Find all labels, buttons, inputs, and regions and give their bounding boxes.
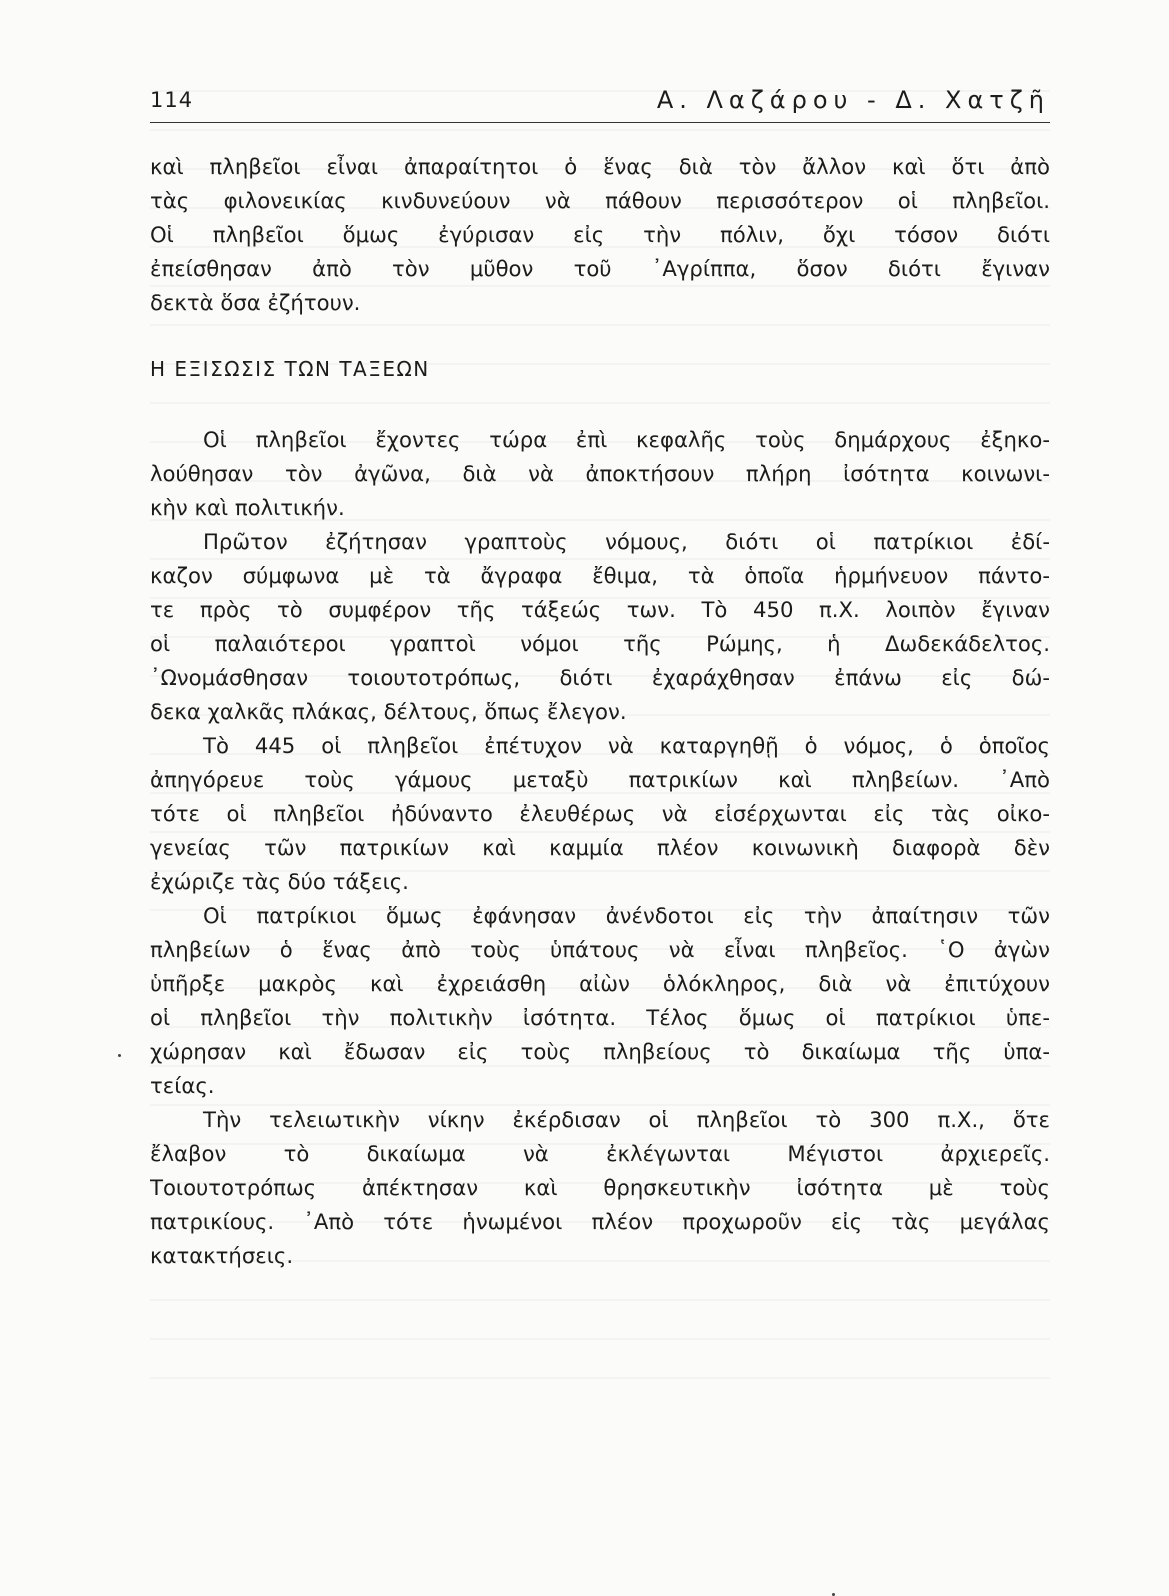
text-line: τε πρὸς τὸ συμφέρον τῆς τάξεώς των. Τὸ 450 π.Χ. λοιπὸν ἔγιναν (150, 597, 1050, 622)
text-line: κὴν καὶ πολιτικήν. (150, 495, 345, 520)
text-line: πατρικίους. ᾿Απὸ τότε ἡνωμένοι πλέον προχωροῦν εἰς τὰς μεγάλας (150, 1209, 1050, 1234)
text-line: Οἱ πληβεῖοι ὅμως ἐγύρισαν εἰς τὴν πόλιν, ὄχι τόσον διότι (150, 222, 1050, 247)
text-line: Οἱ πατρίκιοι ὅμως ἐφάνησαν ἀνένδοτοι εἰς τὴν ἀπαίτησιν τῶν (203, 903, 1050, 928)
text-line: δεκα χαλκᾶς πλάκας, δέλτους, ὅπως ἔλεγον. (150, 699, 627, 724)
intro-paragraph (150, 150, 1050, 320)
text-line: ἐχώριζε τὰς δύο τάξεις. (150, 869, 409, 894)
text-line: καὶ πληβεῖοι εἶναι ἀπαραίτητοι ὁ ἕνας διὰ τὸν ἄλλον καὶ ὅτι ἀπὸ (150, 154, 1050, 179)
text-line: πληβείων ὁ ἕνας ἀπὸ τοὺς ὑπάτους νὰ εἶναι πληβεῖος. ῾Ο ἀγὼν (150, 937, 1050, 962)
text-line: Τὸ 445 οἱ πληβεῖοι ἐπέτυχον νὰ καταργηθῇ ὁ νόμος, ὁ ὁποῖος (203, 733, 1050, 758)
running-head: Α. Λαζάρου - Δ. Χατζῆ (656, 86, 1050, 114)
text-line: καζον σύμφωνα μὲ τὰ ἄγραφα ἔθιμα, τὰ ὁποῖα ἡρμήνευον πάντο- (150, 563, 1050, 588)
text-line: τείας. (150, 1073, 215, 1098)
text-line: λούθησαν τὸν ἀγῶνα, διὰ νὰ ἀποκτήσουν πλήρη ἰσότητα κοινωνι- (150, 461, 1050, 486)
text-line: ᾿Ωνομάσθησαν τοιουτοτρόπως, διότι ἐχαράχθησαν ἐπάνω εἰς δώ- (150, 665, 1050, 690)
text-line: Οἱ πληβεῖοι ἔχοντες τώρα ἐπὶ κεφαλῆς τοὺς δημάρχους ἐξηκο- (203, 427, 1050, 452)
text-line: ἀπηγόρευε τοὺς γάμους μεταξὺ πατρικίων καὶ πληβείων. ᾿Απὸ (150, 767, 1050, 792)
section-body (150, 423, 1050, 1273)
speck-mark (118, 1054, 121, 1057)
text-line: ἐπείσθησαν ἀπὸ τὸν μῦθον τοῦ ᾿Αγρίππα, ὅσον διότι ἔγιναν (150, 256, 1050, 281)
text-line: κατακτήσεις. (150, 1243, 294, 1268)
text-line: ὑπῆρξε μακρὸς καὶ ἐχρειάσθη αἰὼν ὁλόκληρος, διὰ νὰ ἐπιτύχουν (150, 971, 1050, 996)
text-line: Τὴν τελειωτικὴν νίκην ἐκέρδισαν οἱ πληβεῖοι τὸ 300 π.Χ., ὅτε (203, 1107, 1050, 1132)
text-line: χώρησαν καὶ ἔδωσαν εἰς τοὺς πληβείους τὸ δικαίωμα τῆς ὑπα- (150, 1039, 1050, 1064)
text-line: τότε οἱ πληβεῖοι ἠδύναντο ἐλευθέρως νὰ εἰσέρχωνται εἰς τὰς οἰκο- (150, 801, 1050, 826)
text-line: οἱ πληβεῖοι τὴν πολιτικὴν ἰσότητα. Τέλος ὅμως οἱ πατρίκιοι ὑπε- (150, 1005, 1050, 1030)
text-line: οἱ παλαιότεροι γραπτοὶ νόμοι τῆς Ρώμης, ἡ Δωδεκάδελτος. (150, 631, 1050, 656)
page-number: 114 (150, 88, 194, 112)
text-line: τὰς φιλονεικίας κινδυνεύουν νὰ πάθουν περισσότερον οἱ πληβεῖοι. (150, 188, 1050, 213)
text-line: Τοιουτοτρόπως ἀπέκτησαν καὶ θρησκευτικὴν ἰσότητα μὲ τοὺς (150, 1175, 1050, 1200)
page-header (150, 88, 1050, 123)
text-line: δεκτὰ ὅσα ἐζήτουν. (150, 290, 361, 315)
text-line: γενείας τῶν πατρικίων καὶ καμμία πλέον κοινωνικὴ διαφορὰ δὲν (150, 835, 1050, 860)
section-heading: Η ΕΞΙΣΩΣΙΣ ΤΩΝ ΤΑΞΕΩΝ (150, 357, 430, 381)
text-line: Πρῶτον ἐζήτησαν γραπτοὺς νόμους, διότι οἱ πατρίκιοι ἐδί- (203, 529, 1050, 554)
text-line: ἔλαβον τὸ δικαίωμα νὰ ἐκλέγωνται Μέγιστοι ἀρχιερεῖς. (150, 1141, 1050, 1166)
